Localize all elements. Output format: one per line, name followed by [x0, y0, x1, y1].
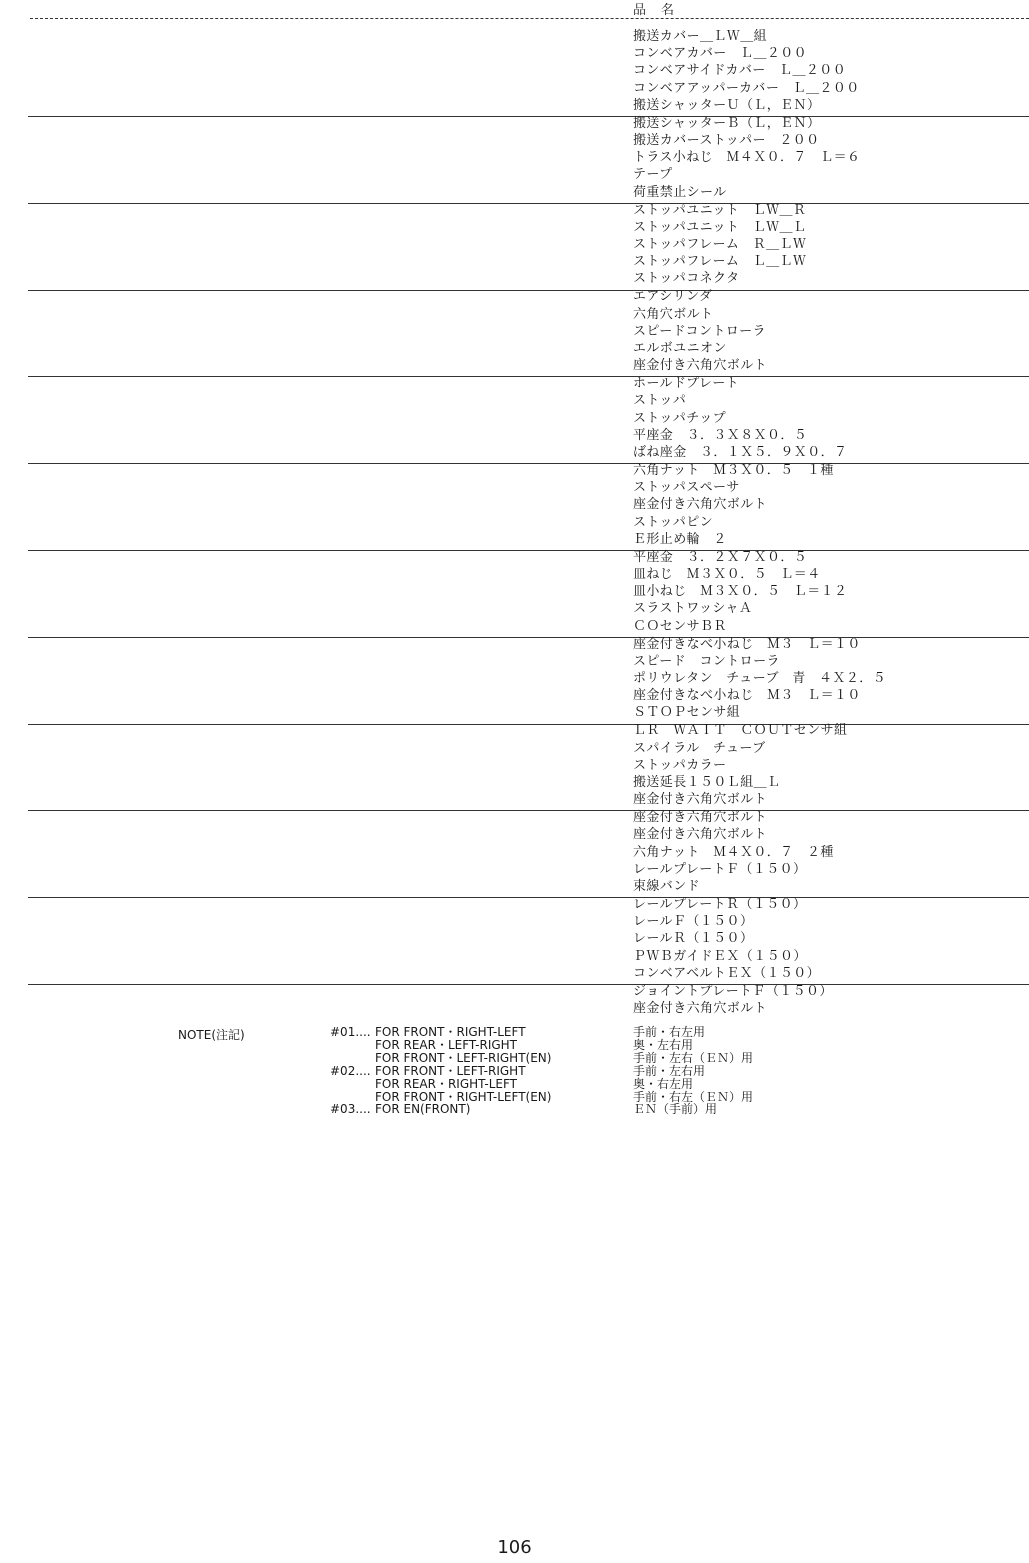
note-text-en: FOR FRONT・RIGHT-LEFT — [375, 1025, 526, 1039]
part-name: 座金付きなべ小ねじ Ｍ３ Ｌ＝１０ — [633, 636, 861, 652]
part-name: エルボユニオン — [633, 341, 727, 356]
part-name: 六角ナット Ｍ４Ｘ０．７ ２種 — [633, 844, 834, 860]
part-name: 皿ねじ Ｍ３Ｘ０．５ Ｌ＝４ — [633, 567, 821, 582]
part-name: ＬＲ ＷＡＩＴ ＣＯＵＴセンサ組 — [633, 723, 848, 739]
part-name: 皿小ねじ Ｍ３Ｘ０．５ Ｌ＝１２ — [633, 584, 848, 600]
part-name: Ｅ形止め輪 ２ — [633, 531, 727, 547]
part-name: 平座金 ３．２Ｘ７Ｘ０．５ — [633, 549, 808, 565]
group-divider — [28, 724, 1029, 725]
part-name: ばね座金 ３．１Ｘ５．９Ｘ０．７ — [633, 445, 848, 460]
part-name: ストッパ — [633, 393, 687, 409]
part-name: 座金付きなべ小ねじ Ｍ３ Ｌ＝１０ — [633, 688, 861, 704]
part-name: ストッパユニット ＬＷ＿Ｒ — [633, 202, 807, 218]
part-name: ストッパスペーサ — [633, 480, 740, 496]
part-name: コンベアカバー Ｌ＿２００ — [633, 46, 808, 62]
note-text-en: FOR FRONT・LEFT-RIGHT(EN) — [375, 1050, 552, 1065]
part-name: ストッパカラー — [633, 757, 727, 773]
note-text-jp: 手前・右左用 — [633, 1025, 706, 1039]
part-name: レールＲ（１５０） — [633, 931, 754, 947]
part-name: ホールドプレート — [633, 376, 740, 392]
part-name: ストッパフレーム Ｌ＿ＬＷ — [633, 254, 807, 270]
part-name: 座金付き六角穴ボルト — [633, 1001, 768, 1016]
page-number: 106 — [497, 1537, 532, 1558]
part-name: 荷重禁止シール — [633, 184, 727, 200]
part-name: 六角ナット Ｍ３Ｘ０．５ １種 — [633, 463, 834, 478]
part-name: スピードコントローラ — [633, 323, 766, 339]
group-divider — [28, 116, 1029, 117]
part-name: ストッパピン — [633, 514, 714, 530]
part-name: コンベアサイドカバー Ｌ＿２００ — [633, 63, 847, 79]
note-code: #03.... — [330, 1102, 371, 1117]
part-name: 搬送シャッターＢ（Ｌ，ＥＮ） — [633, 115, 821, 131]
header-dashed-rule — [30, 18, 1029, 19]
part-name: トラス小ねじ Ｍ４Ｘ０．７ Ｌ＝６ — [633, 150, 861, 166]
part-name: レールＦ（１５０） — [633, 914, 754, 930]
part-name: ストッパチップ — [633, 410, 727, 426]
part-name: 束線バンド — [633, 879, 701, 894]
notes-label: NOTE(注記) — [178, 1028, 245, 1042]
part-name: コンベアアッパーカバー Ｌ＿２００ — [633, 80, 860, 96]
group-divider — [28, 984, 1029, 985]
part-name: スピード コントローラ — [633, 653, 780, 669]
part-name: ストッパユニット ＬＷ＿Ｌ — [633, 219, 807, 235]
part-name: ストッパフレーム Ｒ＿ＬＷ — [633, 237, 807, 252]
part-name: ジョイントプレートＦ（１５０） — [633, 983, 833, 999]
part-name: 搬送シャッターＵ（Ｌ，ＥＮ） — [633, 97, 821, 113]
part-name: 搬送カバーストッパー ２００ — [633, 133, 820, 148]
part-name: スパイラル チューブ — [633, 740, 766, 756]
part-name: 搬送延長１５０Ｌ組＿Ｌ — [633, 775, 781, 790]
part-name: ＰＷＢガイドＥＸ（１５０） — [633, 948, 807, 964]
note-code: #02.... — [330, 1063, 371, 1078]
note-text-en: FOR FRONT・RIGHT-LEFT(EN) — [375, 1089, 552, 1104]
note-text-jp: 奥・右左用 — [633, 1076, 694, 1091]
note-text-jp: 奥・左右用 — [633, 1037, 694, 1052]
note-text-jp: 手前・左右（ＥＮ）用 — [633, 1050, 754, 1065]
part-name: 座金付き六角穴ボルト — [633, 497, 768, 513]
part-name: コンベアベルトＥＸ（１５０） — [633, 965, 821, 981]
group-divider — [28, 550, 1029, 551]
group-divider — [28, 810, 1029, 811]
group-divider — [28, 463, 1029, 464]
part-name: 座金付き六角穴ボルト — [633, 792, 768, 808]
part-name: レールプレートＦ（１５０） — [633, 861, 807, 877]
part-name: レールプレートＲ（１５０） — [633, 897, 807, 912]
group-divider — [28, 203, 1029, 204]
group-divider — [28, 290, 1029, 291]
note-text-jp: ＥＮ（手前）用 — [633, 1102, 718, 1117]
part-name: エアシリンダ — [633, 289, 713, 305]
group-divider — [28, 637, 1029, 638]
note-text-jp: 手前・右左（ＥＮ）用 — [633, 1089, 754, 1104]
note-text-en: FOR EN(FRONT) — [375, 1102, 471, 1117]
note-text-jp: 手前・左右用 — [633, 1063, 706, 1078]
note-text-en: FOR REAR・LEFT-RIGHT — [375, 1037, 518, 1052]
part-name: 搬送カバー＿ＬＷ＿組 — [633, 29, 768, 44]
part-name: テープ — [633, 167, 673, 183]
group-divider — [28, 376, 1029, 377]
group-divider — [28, 897, 1029, 898]
note-code: #01.... — [330, 1025, 371, 1039]
part-name: ストッパコネクタ — [633, 271, 740, 287]
part-name: 座金付き六角穴ボルト — [633, 358, 768, 374]
column-header-item-name: 品 名 — [633, 3, 676, 18]
part-name: 座金付き六角穴ボルト — [633, 810, 768, 826]
part-name: 座金付き六角穴ボルト — [633, 827, 768, 843]
part-name: ＣＯセンサＢＲ — [633, 618, 727, 634]
note-text-en: FOR REAR・RIGHT-LEFT — [375, 1076, 518, 1091]
part-name: ポリウレタン チューブ 青 ４Ｘ２．５ — [633, 671, 887, 686]
part-name: 六角穴ボルト — [633, 306, 714, 322]
part-name: スラストワッシャＡ — [633, 601, 753, 617]
part-name: 平座金 ３．３Ｘ８Ｘ０．５ — [633, 427, 808, 443]
note-text-en: FOR FRONT・LEFT-RIGHT — [375, 1063, 526, 1078]
part-name: ＳＴＯＰセンサ組 — [633, 705, 741, 721]
